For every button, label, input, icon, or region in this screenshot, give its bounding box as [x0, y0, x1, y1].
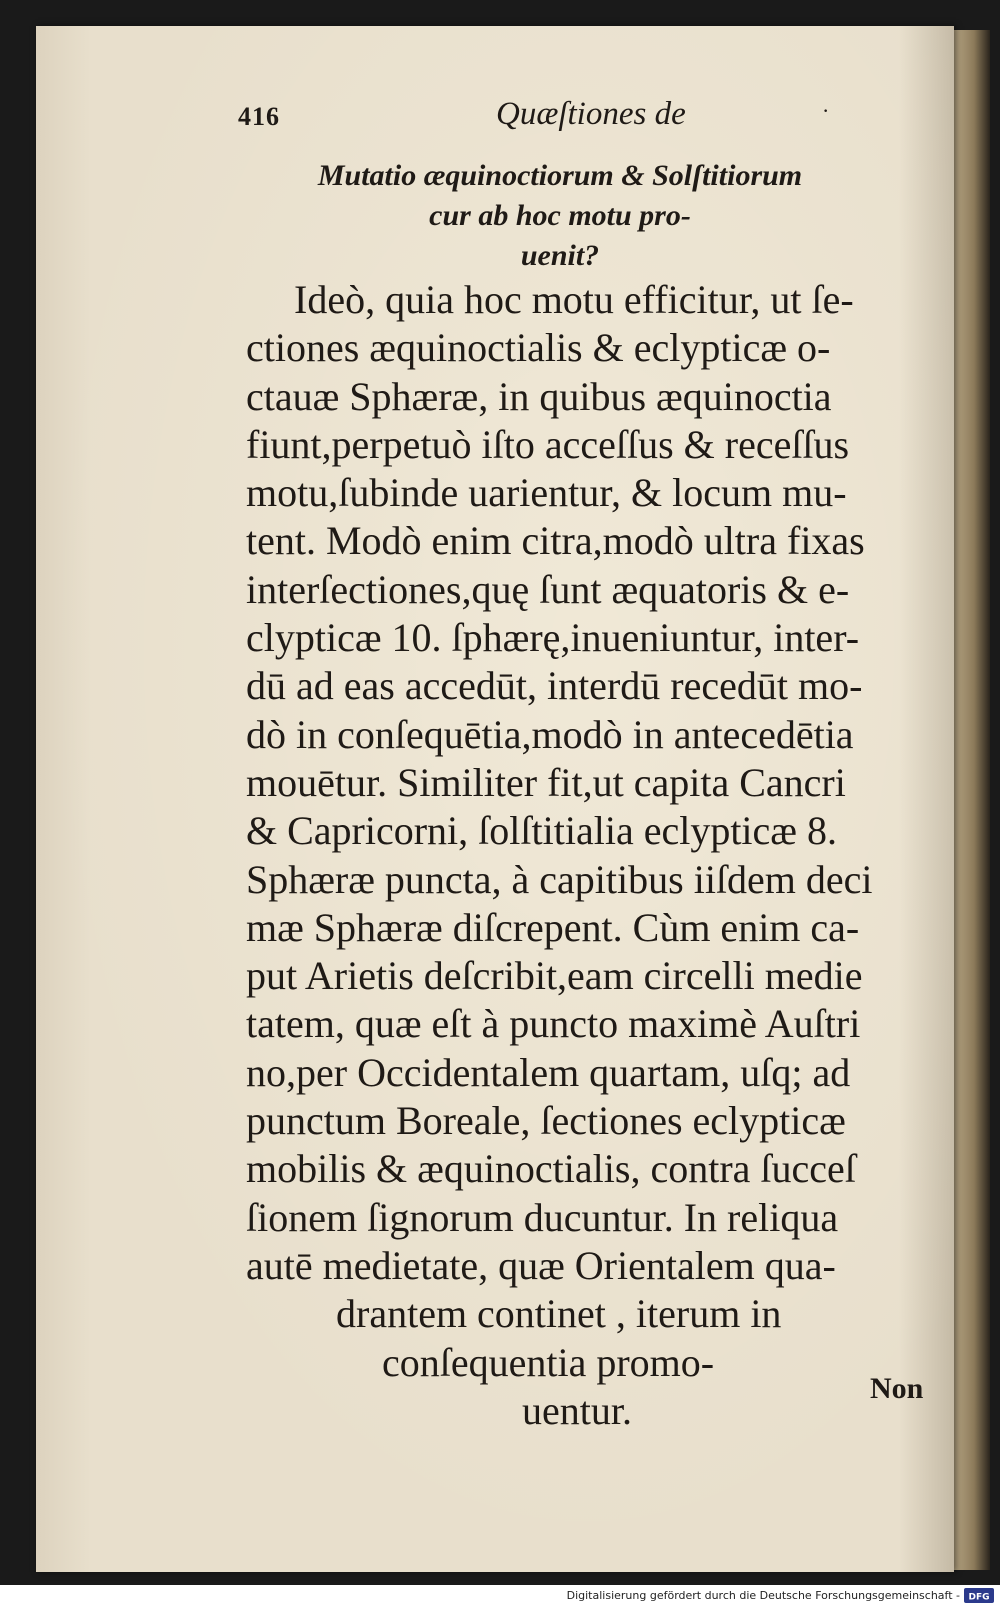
catchword: Non — [870, 1372, 924, 1405]
text-line: autē medietate, quæ Orientalem qua- — [246, 1242, 836, 1288]
text-line: mobilis & æquinoctialis, contra ſucceſ — [246, 1146, 856, 1192]
svg-text:DFG: DFG — [968, 1592, 990, 1603]
marginal-question — [250, 156, 870, 276]
text-line: dū ad eas accedūt, interdū recedūt mo- — [246, 663, 863, 709]
text-line: & Capricorni, ſolſtitialia eclypticæ 8. — [246, 808, 837, 854]
header-mark: · — [822, 98, 830, 123]
text-line: put Arietis deſcribit,eam circelli medie — [246, 953, 863, 999]
text-line: motu,ſubinde uarientur, & locum mu- — [246, 470, 847, 516]
text-line: ctiones æquinoctialis & eclypticæ o- — [246, 325, 831, 371]
running-head: Quæſtiones de — [496, 96, 686, 132]
funding-credit: Digitalisierung gefördert durch die Deutsche Forschungsgemeinschaft - — [566, 1589, 960, 1602]
text-line: mouētur. Similiter fit,ut capita Cancri — [246, 759, 846, 805]
text-line: interſectiones,quę ſunt æquatoris & e- — [246, 566, 850, 612]
question-line: uenit? — [520, 239, 600, 272]
text-line: tatem, quæ eſt à puncto maximè Auſtri — [246, 1001, 861, 1047]
text-line: clypticæ 10. ſphærę,inueniuntur, inter- — [246, 615, 860, 661]
text-line: uentur. — [522, 1387, 632, 1433]
text-line: punctum Boreale, ſectiones eclypticæ — [246, 1098, 846, 1144]
page-header — [238, 96, 848, 136]
question-line: Mutatio æquinoctiorum & Solſtitiorum — [317, 159, 803, 192]
question-line: cur ab hoc motu pro- — [429, 199, 691, 232]
text-line: conſequentia promo- — [382, 1339, 715, 1385]
page-number: 416 — [238, 102, 280, 131]
text-line: Ideò, quia hoc motu efficitur, ut ſe- — [294, 277, 854, 322]
text-line: drantem continet , iterum in — [336, 1291, 782, 1337]
digitization-footer — [0, 1585, 1000, 1607]
text-line: mæ Sphæræ diſcrepent. Cùm enim ca- — [246, 904, 860, 950]
adjacent-page-edge — [950, 30, 990, 1570]
text-line: ſionem ſignorum ducuntur. In reliqua — [246, 1194, 839, 1240]
body-text — [246, 276, 936, 1435]
text-line: fiunt,perpetuò iſto acceſſus & receſſus — [246, 421, 850, 467]
text-line: Sphæræ puncta, à capitibus iiſdem deci — [246, 856, 873, 902]
text-line: tent. Modò enim citra,modò ultra fixas — [246, 518, 865, 564]
text-line: dò in conſequētia,modò in antecedētia — [246, 711, 854, 757]
text-line: ctauæ Sphæræ, in quibus æquinoctia — [246, 373, 832, 419]
dfg-logo-icon — [964, 1588, 994, 1603]
text-line: no,per Occidentalem quartam, uſq; ad — [246, 1049, 851, 1095]
